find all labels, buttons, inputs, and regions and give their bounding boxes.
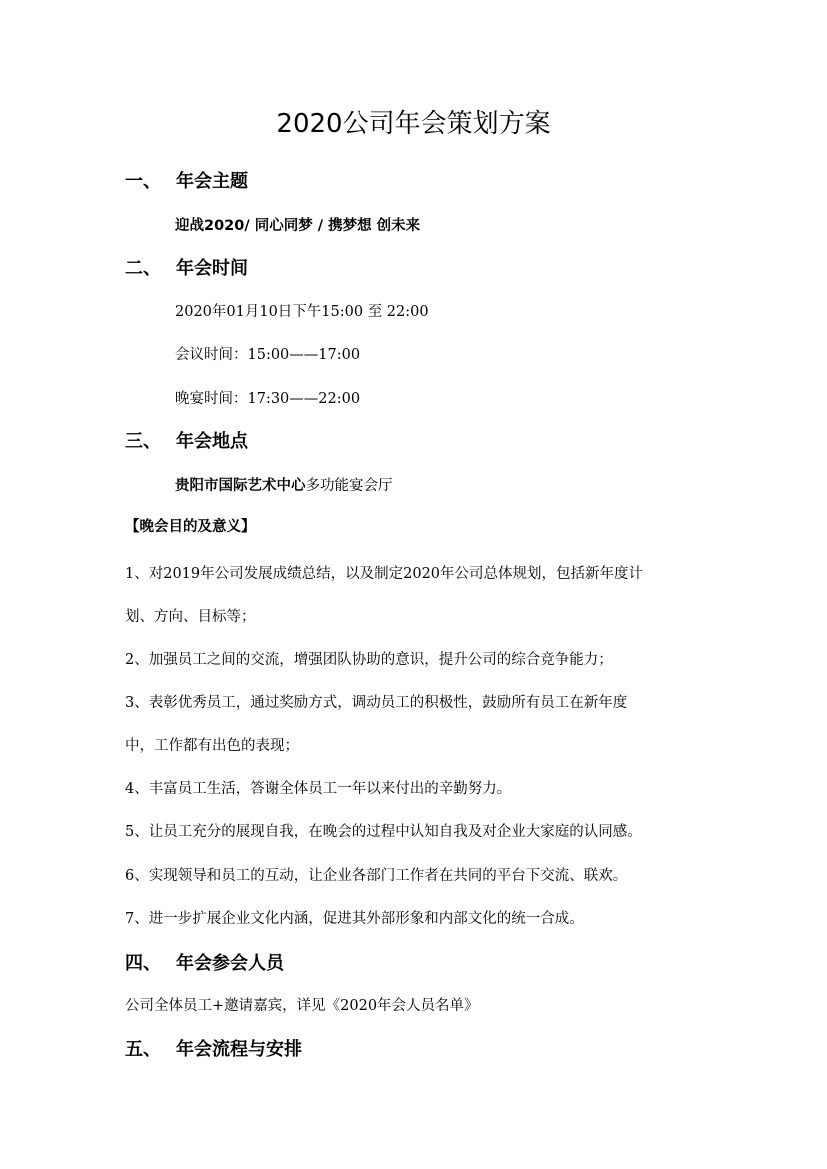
section-number: 五、 [125, 1039, 161, 1060]
purpose-line: 3、表彰优秀员工，通过奖励方式，调动员工的积极性，鼓励所有员工在新年度 [125, 695, 628, 711]
page-title: 2020公司年会策划方案 [276, 109, 551, 139]
section-label: 年会主题 [176, 171, 248, 192]
time-line-date: 2020年01月10日下午15:00 至 22:00 [175, 304, 429, 320]
theme-text: 迎战2020/ 同心同梦 / 携梦想 创未来 [175, 218, 421, 234]
attendees-text: 公司全体员工+邀请嘉宾，详见《2020年会人员名单》 [125, 998, 479, 1014]
purpose-line: 6、实现领导和员工的互动，让企业各部门工作者在共同的平台下交流、联欢。 [125, 868, 628, 884]
purpose-heading: 【晚会目的及意义】 [125, 519, 256, 535]
purpose-line: 2、加强员工之间的交流，增强团队协助的意识，提升公司的综合竞争能力； [125, 652, 613, 668]
section-label: 年会参会人员 [176, 953, 284, 974]
section-label: 年会流程与安排 [176, 1039, 302, 1060]
section-number: 一、 [125, 171, 161, 192]
section-number: 四、 [125, 953, 161, 974]
venue-text [175, 474, 393, 498]
purpose-line: 5、让员工充分的展现自我，在晚会的过程中认知自我及对企业大家庭的认同感。 [125, 824, 642, 840]
venue-name: 贵阳市国际艺术中心 [175, 478, 306, 494]
section-label: 年会地点 [176, 431, 248, 452]
section-number: 三、 [125, 431, 161, 452]
purpose-line: 划、方向、目标等； [125, 609, 256, 625]
section-label: 年会时间 [176, 258, 248, 279]
time-line-banquet: 晚宴时间：17:30——22:00 [175, 391, 361, 407]
venue-room: 多功能宴会厅 [305, 478, 393, 494]
purpose-line: 4、丰富员工生活，答谢全体员工一年以来付出的辛勤努力。 [125, 781, 512, 797]
time-line-meeting: 会议时间：15:00——17:00 [175, 347, 361, 363]
section-number: 二、 [125, 258, 161, 279]
purpose-line: 1、对2019年公司发展成绩总结，以及制定2020年公司总体规划，包括新年度计 [125, 566, 644, 582]
purpose-line: 中，工作都有出色的表现； [125, 738, 299, 754]
purpose-line: 7、进一步扩展企业文化内涵，促进其外部形象和内部文化的统一合成。 [125, 911, 584, 927]
